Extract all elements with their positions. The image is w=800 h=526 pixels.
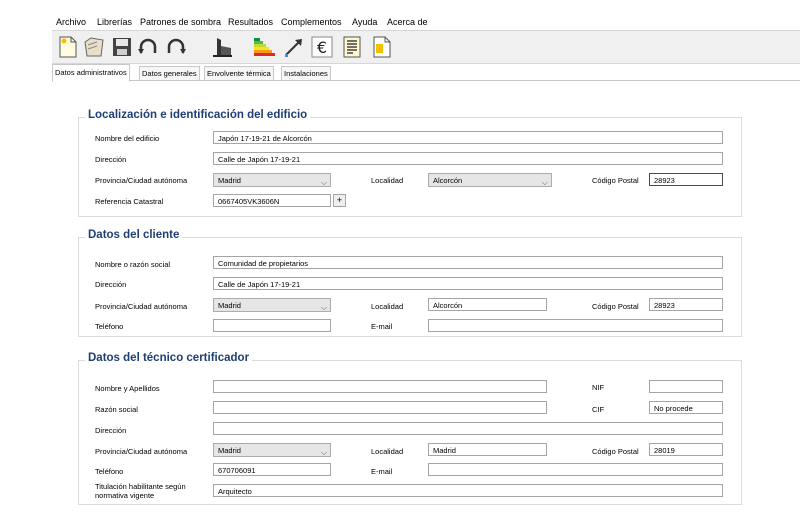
group-title-tecnico: Datos del técnico certificador <box>85 352 252 364</box>
energy-rating-icon[interactable] <box>252 34 276 60</box>
chevron-down-icon: ⌵ <box>320 303 327 312</box>
label-telefono-cliente: Teléfono <box>95 322 124 331</box>
provincia-edificio-select[interactable] <box>213 173 331 187</box>
label-titulacion-2: normativa vigente <box>95 491 155 500</box>
nif-field[interactable] <box>649 380 723 393</box>
menu-librerias[interactable]: Librerías <box>97 17 133 27</box>
label-nif: NIF <box>592 383 605 392</box>
chevron-down-icon: ⌵ <box>541 178 548 187</box>
telefono-tecnico-field[interactable]: 670706091 <box>213 463 331 476</box>
nombre-cliente-field[interactable]: Comunidad de propietarios <box>213 256 723 269</box>
label-cp-cliente: Código Postal <box>592 302 639 311</box>
group-title-cliente: Datos del cliente <box>85 229 182 241</box>
tab-datos-generales[interactable]: Datos generales <box>139 66 200 80</box>
label-provincia-tecnico: Provincia/Ciudad autónoma <box>95 447 188 456</box>
menu-resultados[interactable]: Resultados <box>228 17 274 27</box>
label-email-tecnico: E-mail <box>371 467 393 476</box>
chart-arrow-icon[interactable] <box>282 34 306 60</box>
cp-cliente-field[interactable]: 28923 <box>649 298 723 311</box>
localidad-edificio-select[interactable] <box>428 173 552 187</box>
label-referencia-catastral: Referencia Catastral <box>95 197 164 206</box>
referencia-catastral-field[interactable]: 0667405VK3606N <box>213 194 331 207</box>
telefono-cliente-field[interactable] <box>213 319 331 332</box>
razon-social-field[interactable] <box>213 401 547 414</box>
label-cp-edificio: Código Postal <box>592 176 639 185</box>
label-razon-social: Razón social <box>95 405 138 414</box>
nombre-edificio-field[interactable]: Japón 17-19-21 de Alcorcón <box>213 131 723 144</box>
label-email-cliente: E-mail <box>371 322 393 331</box>
toolbar <box>52 30 800 64</box>
label-nombre-tecnico: Nombre y Apellidos <box>95 384 160 393</box>
tab-strip <box>52 64 800 81</box>
menu-ayuda[interactable]: Ayuda <box>352 17 378 27</box>
menu-archivo[interactable]: Archivo <box>56 17 87 27</box>
direccion-cliente-field[interactable]: Calle de Japón 17-19-21 <box>213 277 723 290</box>
titulacion-field[interactable]: Arquitecto <box>213 484 723 497</box>
add-catastral-button[interactable]: + <box>333 194 346 207</box>
label-direccion-cliente: Dirección <box>95 280 127 289</box>
menu-complementos[interactable]: Complementos <box>281 17 342 27</box>
localidad-edificio-value: Alcorcón <box>433 176 463 185</box>
chevron-down-icon: ⌵ <box>320 448 327 457</box>
label-direccion-tecnico: Dirección <box>95 426 127 435</box>
label-localidad-tecnico: Localidad <box>371 447 404 456</box>
group-title-edificio: Localización e identificación del edificio <box>85 109 310 121</box>
label-cp-tecnico: Código Postal <box>592 447 639 456</box>
label-nombre-edificio: Nombre del edificio <box>95 134 160 143</box>
open-folder-icon[interactable] <box>82 34 106 60</box>
label-nombre-cliente: Nombre o razón social <box>95 260 171 269</box>
svg-text:€: € <box>316 38 328 57</box>
label-cif: CIF <box>592 405 605 414</box>
report-icon[interactable] <box>340 34 364 60</box>
label-provincia-cliente: Provincia/Ciudad autónoma <box>95 302 188 311</box>
cp-edificio-field[interactable]: 28923 <box>649 173 723 186</box>
direccion-tecnico-field[interactable] <box>213 422 723 435</box>
undo-icon[interactable] <box>136 34 160 60</box>
save-icon[interactable] <box>110 34 134 60</box>
localidad-cliente-field[interactable]: Alcorcón <box>428 298 547 311</box>
label-telefono-tecnico: Teléfono <box>95 467 124 476</box>
provincia-tecnico-value: Madrid <box>218 446 241 455</box>
provincia-tecnico-select[interactable] <box>213 443 331 457</box>
tab-datos-administrativos[interactable]: Datos administrativos <box>52 64 130 82</box>
chevron-down-icon: ⌵ <box>320 178 327 187</box>
cp-tecnico-field[interactable]: 28019 <box>649 443 723 456</box>
building-icon[interactable] <box>210 34 234 60</box>
localidad-tecnico-field[interactable]: Madrid <box>428 443 547 456</box>
provincia-cliente-value: Madrid <box>218 301 241 310</box>
label-provincia-edificio: Provincia/Ciudad autónoma <box>95 176 188 185</box>
direccion-edificio-field[interactable]: Calle de Japón 17-19-21 <box>213 152 723 165</box>
label-titulacion-1: Titulación habilitante según <box>95 482 186 491</box>
provincia-edificio-value: Madrid <box>218 176 241 185</box>
nombre-tecnico-field[interactable] <box>213 380 547 393</box>
new-file-icon[interactable] <box>56 34 80 60</box>
menu-bar <box>0 16 800 30</box>
menu-patrones-sombra[interactable]: Patrones de sombra <box>140 17 222 27</box>
label-localidad-edificio: Localidad <box>371 176 404 185</box>
label-direccion-edificio: Dirección <box>95 155 127 164</box>
tab-instalaciones[interactable]: Instalaciones <box>281 66 331 80</box>
tab-envolvente-termica[interactable]: Envolvente térmica <box>204 66 274 80</box>
menu-acerca-de[interactable]: Acerca de <box>387 17 428 27</box>
certificate-icon[interactable] <box>370 34 394 60</box>
cif-field[interactable]: No procede <box>649 401 723 414</box>
label-localidad-cliente: Localidad <box>371 302 404 311</box>
email-cliente-field[interactable] <box>428 319 723 332</box>
email-tecnico-field[interactable] <box>428 463 723 476</box>
provincia-cliente-select[interactable] <box>213 298 331 312</box>
redo-icon[interactable] <box>164 34 188 60</box>
euro-icon[interactable] <box>310 34 334 60</box>
